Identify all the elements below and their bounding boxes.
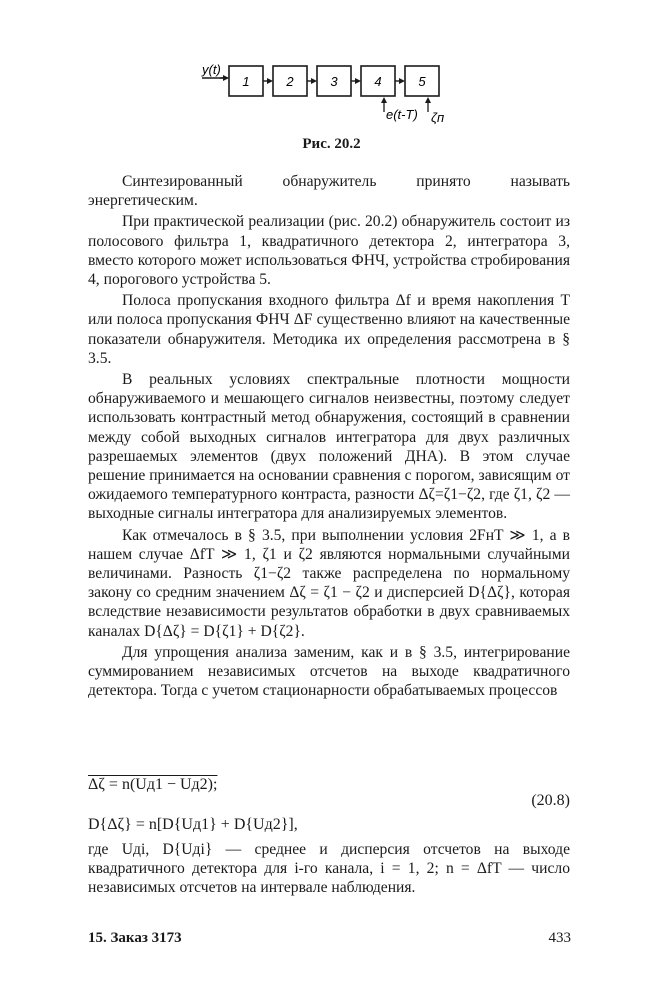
block-2-label: 2 [286,74,294,89]
paragraph: Полоса пропускания входного фильтра Δf и время накопления T или полоса пропускания ФНЧ ΔF существенно влияют на качественные показатели обнаружителя. Методика их определения рассмотрена в § 3.5. [88,292,570,367]
equation-number: (20.8) [531,792,570,809]
paragraph: Синтезированный обнаружитель принято называть энергетическим. [88,173,570,210]
input-4-label: e(t-T) [386,107,418,122]
paragraph: Как отмечалось в § 3.5, при выполнении условия 2FнT ≫ 1, а в нашем случае ΔfT ≫ 1, ζ1 и ζ2 являются нормальными случайными величинами. Разность ζ1−ζ2 также распределена по нормальному закону со средним значением Δζ = ζ1 − ζ2 и дисперсией D{Δζ}, которая вследствие независимости результатов обработки в двух сравниваемых каналах D{Δζ} = D{ζ1} + D{ζ2}. [88,526,570,640]
block-diagram [196,56,456,126]
figure-caption: Рис. 20.2 [302,136,361,152]
paragraph: В реальных условиях спектральные плотности мощности обнаруживаемого и мешающего сигналов неизвестны, поэтому следует использовать контрастный метод обнаружения, состоящий в сравнении между собой выходных сигналов интегратора для двух различных разрешаемых элементов (двух положений ДНА). В этом случае решение принимается на основании сравнения с порогом, зависящим от ожидаемого температурного контраста, разности Δζ=ζ1−ζ2, где ζ1, ζ2 — выходные сигналы интегратора для анализируемых элементов. [88,371,570,523]
paragraph: Для упрощения анализа заменим, как и в § 3.5, интегрирование суммированием независимых отсчетов на выходе квадратичного детектора. Тогда с учетом стационарности обрабатываемых процессов [88,643,570,700]
block-3-label: 3 [330,74,338,89]
formula-variance: D{Δζ} = n[D{Uд1} + D{Uд2}], [88,816,298,833]
input-label: y(t) [202,62,221,77]
where-clause: где Uдi, D{Uдi} — среднее и дисперсия отсчетов на выходе квадратичного детектора для i-го канала, i = 1, 2; n = ΔfT — число независимых отсчетов на интервале наблюдения. [88,841,570,897]
block-4-label: 4 [374,74,382,89]
input-5-label: ζп [431,110,445,125]
formula-mean-text: Δζ = n(Uд1 − Uд2); [88,776,218,793]
print-signature: 15. Заказ 3173 [88,930,182,946]
formula-mean [88,776,570,809]
page-number: 433 [548,930,571,946]
block-1-label: 1 [242,74,250,89]
block-5-label: 5 [418,74,426,89]
body-text [88,172,570,700]
paragraph: При практической реализации (рис. 20.2) обнаружитель состоит из полосового фильтра 1, квадратичного детектора 2, интегратора 3, вместо которого может использоваться ФНЧ, устройства стробирования 4, порогового устройства 5. [88,213,570,289]
